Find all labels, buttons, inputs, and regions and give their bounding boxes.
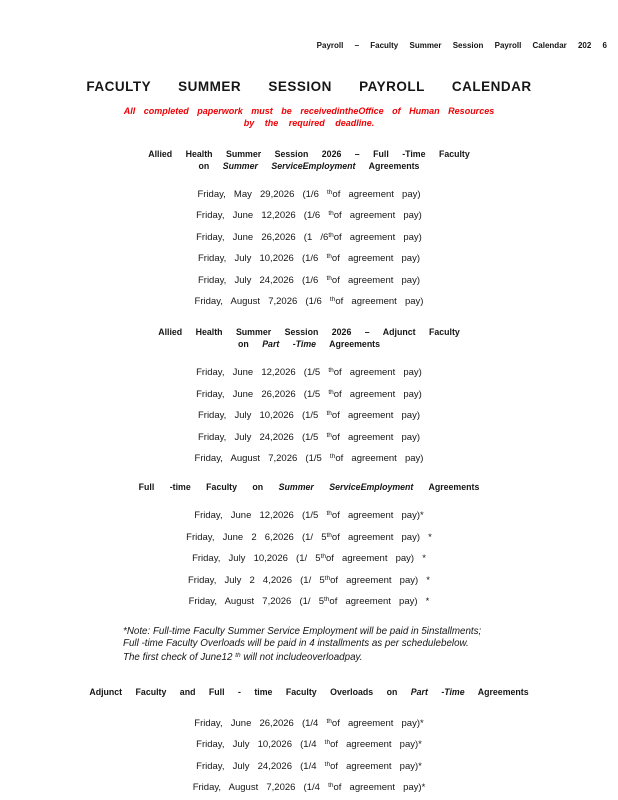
superscript-th: th	[326, 510, 332, 518]
notice-line-2: by the required deadline.	[243, 118, 375, 128]
superscript-th: th	[324, 760, 331, 768]
pay-date-line: Friday, August 7,2026 (1/ 5thof agreement pay) *	[188, 596, 430, 608]
pay-date-line: Friday, June 12,2026 (1/5 $^{th}$of agreement pay)	[196, 367, 422, 379]
superscript-th: th	[320, 553, 326, 561]
section-allied-health-full-time	[0, 148, 618, 311]
pay-date-line: Friday, July 24,2026 (1/4 $^{th}$of agreement pay)*	[196, 760, 422, 772]
pay-date-line: Friday, June 12,2026 (1/6 $^{th}$of agreement pay)	[196, 210, 422, 222]
section-heading	[0, 148, 618, 172]
pay-date-line: Friday, June 12,2026 (1/5 $^{th}$of agreement pay)*	[194, 510, 424, 522]
superscript-th: th	[324, 596, 330, 604]
superscript-th: th	[329, 453, 336, 461]
superscript-th: th	[324, 574, 331, 582]
superscript-th: th	[326, 531, 332, 539]
superscript-th: th	[328, 231, 334, 239]
footnote-line-2: Full -time Faculty Overloads will be paid in 4 installments as per schedulebelow.	[123, 637, 469, 649]
pay-dates-list	[0, 361, 618, 468]
pay-date-line: Friday, August 7,2026 (1/5 $^{th}$of agreement pay)	[194, 453, 424, 465]
notice-line-1: All completed paperwork must be receivedintheOffice of Human Resources	[123, 106, 495, 116]
section-heading	[0, 326, 618, 350]
superscript-th: th	[326, 253, 332, 261]
pay-date-line: Friday, July 2 4,2026 (1/ 5thof agreement pay) *	[188, 574, 430, 586]
section-full-time-summer-service	[0, 481, 618, 611]
superscript-th: th	[329, 296, 336, 304]
section-heading-line: Full -time Faculty on Summer ServiceEmployment Agreements	[138, 482, 480, 493]
superscript-th: th	[326, 431, 332, 439]
pay-date-line: Friday, June 26,2026 (1/5 $^{th}$of agreement pay)	[196, 388, 422, 400]
pay-dates-list	[0, 183, 618, 311]
pay-date-line: Friday, August 7,2026 (1/4 $^{th}$of agreement pay)*	[192, 781, 426, 793]
superscript-th: th	[326, 410, 332, 418]
section-adjunct-and-overloads	[0, 686, 618, 798]
section-heading-line: on Part -Time Agreements	[237, 339, 381, 350]
pay-date-line: Friday, July 24,2026 (1/5 $^{th}$of agreement pay)	[197, 431, 421, 443]
section-allied-health-adjunct	[0, 326, 618, 468]
superscript-th: th	[328, 367, 334, 375]
superscript-th: th	[326, 717, 332, 725]
superscript-th: th	[324, 739, 331, 747]
section-heading-line: on Summer ServiceEmployment Agreements	[198, 161, 420, 171]
footnote-line-1: *Note: Full-time Faculty Summer Service Employment will be paid in 5installments;	[123, 625, 482, 637]
running-header: Payroll – Faculty Summer Session Payroll Calendar 202 6	[316, 41, 607, 50]
pay-date-line: Friday, June 26,2026 (1 /6thof agreement pay)	[196, 231, 422, 243]
superscript-th: th	[328, 781, 334, 789]
footnote-line-3: The first check of June12 $^{th}$ will not includeoverloadpay.	[123, 652, 363, 664]
pay-date-line: Friday, July 10,2026 (1/6 $^{th}$of agreement pay)	[197, 253, 421, 265]
pay-date-line: Friday, May 29,2026 (1/6 $^{th}$of agreement pay)	[197, 189, 421, 200]
pay-date-line: Friday, August 7,2026 (1/6 $^{th}$of agreement pay)	[194, 296, 424, 308]
hr-deadline-notice	[0, 105, 618, 129]
pay-date-line: Friday, June 26,2026 (1/4 $^{th}$of agreement pay)*	[194, 717, 424, 729]
section-heading-line: Allied Health Summer Session 2026 – Full -Time Faculty	[148, 149, 470, 159]
pay-date-line: Friday, July 24,2026 (1/6 $^{th}$of agreement pay)	[197, 274, 421, 286]
superscript-th: th	[328, 210, 334, 218]
pay-dates-list	[0, 504, 618, 611]
superscript-th: th	[235, 652, 241, 660]
section-heading-line: Adjunct Faculty and Full - time Faculty Overloads on Part -Time Agreements	[89, 686, 529, 697]
footnote	[123, 626, 618, 665]
section-heading	[0, 686, 618, 698]
section-heading-line: Allied Health Summer Session 2026 – Adjunct Faculty	[158, 327, 460, 338]
pay-date-line: Friday, July 10,2026 (1/ 5thof agreement pay) *	[192, 553, 426, 565]
superscript-th: th	[326, 274, 332, 282]
superscript-th: th	[327, 189, 333, 196]
superscript-th: th	[328, 388, 334, 396]
pay-date-line: Friday, June 2 6,2026 (1/ 5thof agreement pay) *	[186, 531, 432, 543]
pay-dates-list	[0, 712, 618, 798]
pay-date-line: Friday, July 10,2026 (1/4 $^{th}$of agreement pay)*	[196, 739, 422, 751]
section-heading	[0, 481, 618, 493]
pay-date-line: Friday, July 10,2026 (1/5 $^{th}$of agreement pay)	[197, 410, 421, 422]
page-title: FACULTY SUMMER SESSION PAYROLL CALENDAR	[86, 79, 532, 94]
